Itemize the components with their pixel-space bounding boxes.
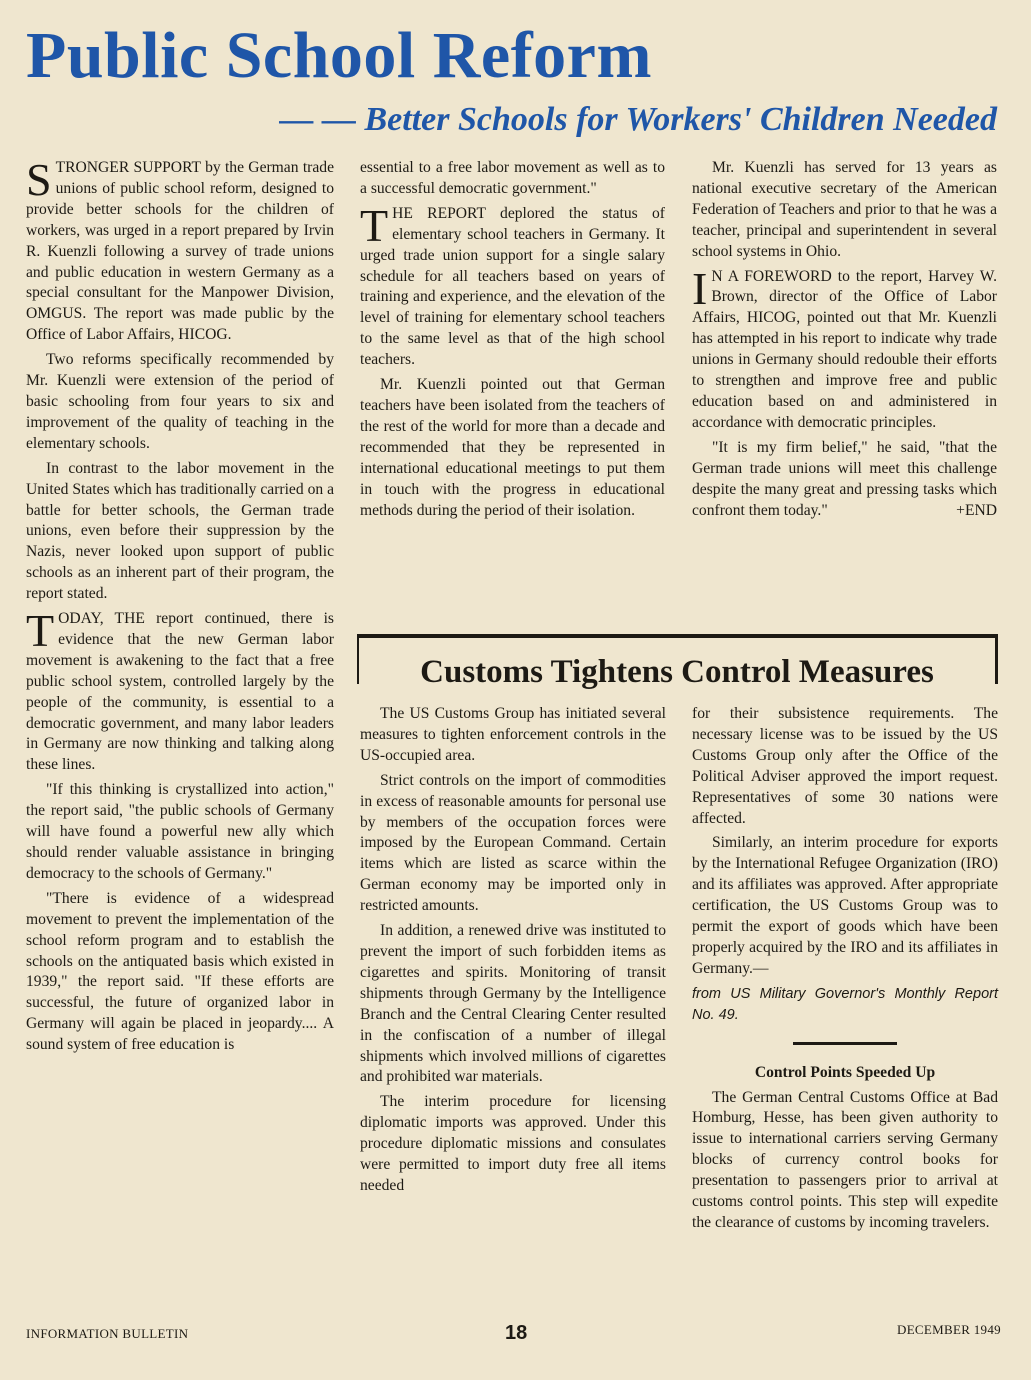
publication-name: INFORMATION BULLETIN (26, 1326, 189, 1341)
paragraph: for their subsistence requirements. The necessary license was to be issued by the US Customs Group only after the Office of the Political Adviser approved the import request. Representatives of some 30 nations were affected. (692, 705, 998, 827)
paragraph: Mr. Kuenzli has served for 13 years as national executive secretary of the American Federation of Teachers and prior to that he was a teacher, principal and superintendent in several school systems in Ohio. (692, 159, 997, 260)
divider (793, 1042, 897, 1045)
article1-column-1 (26, 154, 334, 1060)
article2-column-2 (692, 704, 998, 1238)
article2-title: Customs Tightens Control Measures (420, 654, 934, 690)
paragraph: essential to a free labor movement as well as to a successful democratic government." (360, 159, 665, 197)
article2-column-1 (360, 704, 666, 1201)
paragraph: In contrast to the labor movement in the United States which has traditionally carried on a battle for better schools, the German trade unions, even before their suppression by the Nazis, never looked upon support of public schools as an inherent part of their program, the report stated. (26, 459, 334, 603)
paragraph: In addition, a renewed drive was instituted to prevent the import of such forbidden items as cigarettes and spirits. Monitoring of transit shipments through Germany by the Intelligence Branch and the Central Clearing Center resulted in the confiscation of a number of illegal shipments which involved millions of cigarettes and prohibited war materials. (360, 922, 666, 1086)
page-title: Public School Reform (26, 19, 652, 92)
subheading: Control Points Speeded Up (754, 1063, 936, 1081)
paragraph: "It is my firm belief," he said, "that the German trade unions will meet this challenge despite the many great and pressing tasks which confront them today." +END (692, 438, 997, 522)
paragraph: Similarly, an interim procedure for exports by the International Refugee Organization (IRO) and its affiliates was approved. After appropriate certification, the US Customs Group was to permit the export of goods which have been properly acquired by the IRO and its affiliates in Germany.— (692, 834, 998, 977)
article1-column-3 (692, 158, 997, 525)
page-number: 18 (505, 1322, 528, 1344)
paragraph: "There is evidence of a widespread movement to prevent the implementation of the school reform program and to establish the schools on the antiquated basis which existed in 1939," the report said. "If these efforts are successful, the future of organized labor in Germany will again be placed in jeopardy.... A sound system of free education is (26, 889, 334, 1054)
paragraph: The German Central Customs Office at Bad Homburg, Hesse, has been given authority to issue to international carriers serving Germany blocks of currency control books for presentation to passengers prior to arrival at customs control points. This step will expedite the clearance of customs by incoming travelers. (692, 1088, 998, 1231)
drop-cap: T (26, 605, 55, 657)
paragraph: THE REPORT deplored the status of elementary school teachers in Germany. It urged trade union support for a single salary schedule for all teachers based on years of training and experience, and the elevation of the level of training for elementary school teachers to the same level as that of the high school teachers. (360, 199, 665, 369)
paragraph: I N A FOREWORD to the report, Harvey W. Brown, director of the Office of Labor Affairs, HICOG, pointed out that Mr. Kuenzli has attempted in his report to indicate why trade unions in Germany should redouble their efforts to strengthen and improve free and public education based on and administered in accordance with democratic principles. (692, 262, 997, 431)
drop-cap: I (692, 262, 708, 314)
paragraph: Mr. Kuenzli pointed out that German teachers have been isolated from the teachers of the rest of the world for more than a decade and recommended that they be represented in international educational meetings to put them in touch with the progress in educational methods during the period of their isolation. (360, 376, 665, 519)
issue-date: DECEMBER 1949 (897, 1322, 1001, 1337)
paragraph: "If this thinking is crystallized into action," the report said, "the public schools of Germany will have found a powerful new ally which should render valuable assistance in bringing democracy to the schools of Germany." (26, 781, 334, 882)
paragraph: Strict controls on the import of commodities in excess of reasonable amounts for personal use by members of the occupation forces were imposed by the European Command. Certain items which are listed as scarce within the German economy may be imported only in restricted amounts. (360, 771, 666, 915)
paragraph: The US Customs Group has initiated several measures to tighten enforcement controls in the US-occupied area. (360, 705, 666, 764)
paragraph: The interim procedure for licensing diplomatic imports was approved. Under this procedure diplomatic missions and consulates were permitted to import duty free all items needed (360, 1093, 666, 1194)
source-citation: from US Military Governor's Monthly Report No. 49. (692, 985, 998, 1023)
drop-cap: S (26, 154, 52, 205)
article2-title-box (357, 634, 998, 690)
page-subtitle: — — Better Schools for Workers' Children Needed (279, 101, 997, 138)
drop-cap: T (360, 199, 389, 251)
paragraph: TODAY, THE report continued, there is evidence that the new German labor movement is awakening to the fact that a free public school system, controlled largely by the people of the community, is essential to a democratic government, and many labor leaders in Germany are now thinking and talking along these lines. (26, 605, 334, 774)
end-mark: +END (956, 501, 997, 519)
article1-column-2 (360, 158, 665, 525)
paragraph: Two reforms specifically recommended by Mr. Kuenzli were extension of the period of basic schooling from four years to six and improvement of the quality of teaching in the elementary schools. (26, 351, 334, 452)
paragraph: STRONGER SUPPORT by the German trade unions of public school reform, designed to provide better schools for the children of workers, was urged in a report prepared by Irvin R. Kuenzli following a survey of trade unions and public education in western Germany as a special consultant for the Manpower Division, OMGUS. The report was made public by the Office of Labor Affairs, HICOG. (26, 154, 334, 344)
